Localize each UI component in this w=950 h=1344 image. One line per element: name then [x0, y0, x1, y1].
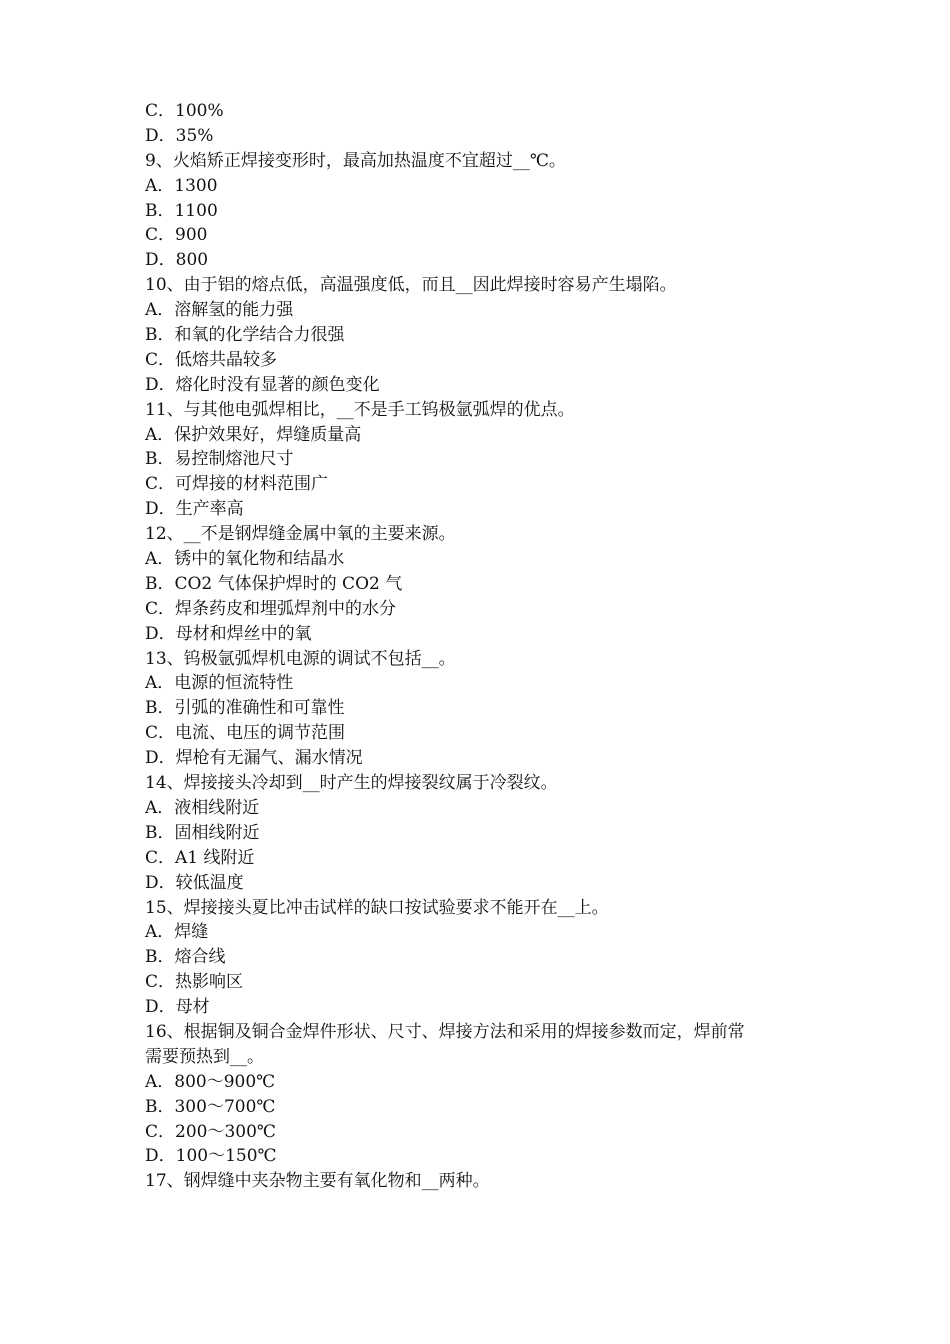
option-a-q15: A．焊缝	[145, 922, 209, 943]
option-a-q10: A．溶解氢的能力强	[145, 300, 294, 321]
option-c-q8: C．100%	[145, 101, 224, 121]
option-c-q15: C．热影响区	[145, 972, 244, 993]
option-c-q16: C．200～300℃	[145, 1121, 276, 1142]
option-b-q11: B．易控制熔池尺寸	[145, 449, 294, 470]
option-d-q14: D．较低温度	[145, 872, 244, 893]
option-b-q10: B．和氧的化学结合力很强	[145, 325, 345, 346]
question-12: 12、__不是钢焊缝金属中氧的主要来源。	[145, 524, 456, 545]
option-c-q9: C．900	[145, 225, 208, 246]
option-b-q14: B．固相线附近	[145, 822, 260, 843]
option-a-q9: A．1300	[145, 175, 218, 196]
option-b-q15: B．熔合线	[145, 947, 226, 968]
option-d-q12: D．母材和焊丝中的氧	[145, 623, 312, 644]
question-14: 14、焊接接头冷却到__时产生的焊接裂纹属于冷裂纹。	[145, 773, 558, 794]
question-15: 15、焊接接头夏比冲击试样的缺口按试验要求不能开在__上。	[145, 897, 609, 918]
question-13: 13、钨极氩弧焊机电源的调试不包括__。	[145, 648, 456, 669]
option-d-q8: D．35%	[145, 125, 214, 146]
option-a-q14: A．液相线附近	[145, 797, 260, 818]
option-a-q11: A．保护效果好，焊缝质量高	[145, 424, 362, 445]
option-d-q13: D．焊枪有无漏气、漏水情况	[145, 748, 363, 769]
option-b-q9: B．1100	[145, 200, 218, 221]
option-c-q11: C．可焊接的材料范围广	[145, 474, 329, 495]
option-c-q13: C．电流、电压的调节范围	[145, 723, 346, 744]
option-b-q12: B．CO2 气体保护焊时的 CO2 气	[145, 573, 403, 594]
question-11: 11、与其他电弧焊相比，__不是手工钨极氩弧焊的优点。	[145, 399, 575, 420]
question-9: 9、火焰矫正焊接变形时，最高加热温度不宜超过__℃。	[145, 150, 566, 171]
option-d-q9: D．800	[145, 250, 209, 271]
option-a-q12: A．锈中的氧化物和结晶水	[145, 549, 345, 570]
question-16: 16、根据铜及铜合金焊件形状、尺寸、焊接方法和采用的焊接参数而定，焊前常	[145, 1021, 745, 1042]
option-d-q11: D．生产率高	[145, 499, 244, 520]
option-d-q10: D．熔化时没有显著的颜色变化	[145, 374, 380, 395]
option-d-q15: D．母材	[145, 997, 210, 1018]
option-a-q16: A．800～900℃	[145, 1071, 276, 1092]
option-b-q16: B．300～700℃	[145, 1096, 276, 1117]
document-page	[145, 99, 845, 1194]
option-b-q13: B．引弧的准确性和可靠性	[145, 698, 345, 719]
option-c-q12: C．焊条药皮和埋弧焊剂中的水分	[145, 598, 397, 619]
option-a-q13: A．电源的恒流特性	[145, 673, 294, 694]
option-d-q16: D．100～150℃	[145, 1146, 277, 1167]
question-10: 10、由于铝的熔点低，高温强度低，而且__因此焊接时容易产生塌陷。	[145, 275, 677, 296]
question-16-continued: 需要预热到__。	[145, 1046, 264, 1067]
question-17: 17、钢焊缝中夹杂物主要有氧化物和__两种。	[145, 1171, 490, 1192]
option-c-q10: C．低熔共晶较多	[145, 349, 278, 370]
option-c-q14: C．A1 线附近	[145, 847, 255, 868]
